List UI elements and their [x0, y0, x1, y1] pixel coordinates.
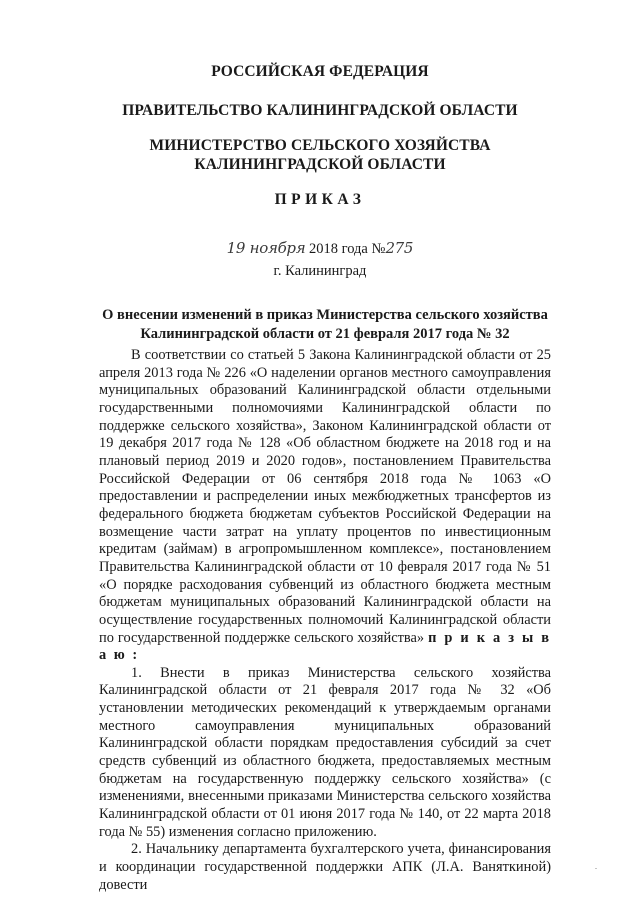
subject-line2: Калининградской области от 21 февраля 2017 года № 32	[140, 326, 510, 342]
number-label: №	[371, 241, 386, 257]
preamble-paragraph	[99, 347, 551, 665]
page-corner-mark: .	[595, 862, 597, 871]
date-number-line	[0, 239, 640, 258]
item-1-paragraph: 1. Внести в приказ Министерства сельского хозяйства Калининградской области от 21 февраля 2017 года № 32 «Об установлении методических рекомендаций к утверждаемым органами местного самоуправления муниципальных образований Калининградской области порядкам предоставления субсидий за счет средств субвенций из областного бюджета, предоставляемых местным бюджетам на государственную поддержку сельского хозяйства» (с изменениями, внесенными приказами Министерства сельского хозяйства Калининградской области от 01 июня 2017 года № 140, от 22 марта 2018 года № 55) изменения согласно приложению.	[99, 664, 551, 840]
handwritten-date: 19 ноября	[226, 239, 306, 257]
government-heading: ПРАВИТЕЛЬСТВО КАЛИНИНГРАДСКОЙ ОБЛАСТИ	[122, 102, 518, 119]
handwritten-number: 275	[385, 239, 414, 257]
order-word: п р и к а з ы в а ю :	[99, 629, 551, 664]
year-text: 2018 года	[308, 241, 368, 257]
ministry-heading-line1: МИНИСТЕРСТВО СЕЛЬСКОГО ХОЗЯЙСТВА	[149, 137, 491, 154]
order-body	[99, 347, 551, 894]
document-type-title: ПРИКАЗ	[274, 191, 366, 208]
ministry-heading	[0, 136, 640, 174]
country-heading: РОССИЙСКАЯ ФЕДЕРАЦИЯ	[211, 63, 429, 80]
preamble-text: В соответствии со статьей 5 Закона Калининградской области от 25 апреля 2013 года № 226 «О наделении органов местного самоуправления муниципальных образований Калининградской области отдельными государственными полномочиями Калининградской области по поддержке сельского хозяйства», Законом Калининградской области от 19 декабря 2017 года № 128 «Об областном бюджете на 2018 год и на плановый период 2019 и 2020 годов», постановлением Правительства Российской Федерации от 06 сентября 2018 года № 1063 «О предоставлении и распределении иных межбюджетных трансфертов из федерального бюджета бюджетам субъектов Российской Федерации на возмещение части затрат на уплату процентов по инвестиционным кредитам (займам) в агропромышленном комплексе», постановлением Правительства Калининградской области от 10 февраля 2017 года № 51 «О порядке расходования субвенций из областного бюджета местным бюджетам муниципальных образований Калининградской области на осуществление государственных полномочий Калининградской области по государственной поддержке сельского хозяйства»	[99, 347, 551, 646]
item-2-paragraph: 2. Начальнику департамента бухгалтерского учета, финансирования и координации государственной поддержки АПК (Л.А. Ваняткиной) довести	[99, 841, 551, 893]
subject-line1: О внесении изменений в приказ Министерства сельского хозяйства	[102, 307, 548, 323]
ministry-heading-line2: КАЛИНИНГРАДСКОЙ ОБЛАСТИ	[194, 156, 446, 173]
order-subject	[90, 306, 560, 344]
city-line: г. Калининград	[273, 263, 367, 279]
